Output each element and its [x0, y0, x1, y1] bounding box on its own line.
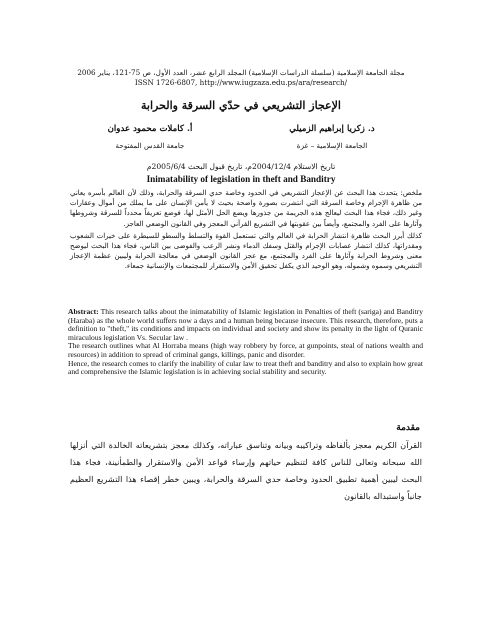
- abstract-arabic: [70, 188, 422, 274]
- abstract-english: [68, 308, 423, 377]
- abstract-arabic-paragraph-1: ملخص: يتحدث هذا البحث عن الإعجاز التشريعي في الحدود وخاصة حدي السرقة والحرابة، وذلك لأن العالم بأسره يعاني من ظاهرة الإجرام وخاصة السرقة التي انتشرت بصورة واضحة بحيث لا يأمن الإنسان على ما يملك من أموال وعقارات وغير ذلك، فجاء هذا البحث ليعالج هذه الجريمة من جذورها ويضع الحل الأمثل لها، فوضع تعريفاً محدداً للسرقة وشروطها وآثارها على الفرد والمجتمع، وأيضاً بين عقوبتها في التشريع القرآني المعجز وفي القانون الوضعي العاجز.: [70, 189, 422, 228]
- paper-title-english: Inimatability of legislation in theft and Banditry: [146, 174, 336, 184]
- journal-citation-arabic: مجلة الجامعة الإسلامية (سلسلة الدراسات الإسلامية) المجلد الرابع عشر، العدد الأول، ص 75-121، يناير 2006: [77, 68, 405, 77]
- journal-citation-issn: ISSN 1726-6807, http://www.iugzaza.edu.ps/ara/research/: [134, 78, 348, 87]
- paper-title-arabic: الإعجاز التشريعي في حدّي السرقة والحرابة: [141, 99, 341, 112]
- authors-block: [60, 124, 422, 164]
- author-1-affiliation: الجامعة الإسلامية – غزة: [296, 141, 368, 150]
- abstract-english-paragraph-1: [68, 308, 423, 342]
- author-1-name: د. زكريا إبراهيم الزميلي: [289, 124, 375, 134]
- author-2-name: أ. كاملات محمود عدوان: [107, 124, 193, 134]
- author-1: [242, 124, 422, 150]
- abstract-arabic-paragraph-2: كذلك أبرز البحث ظاهرة انتشار الحرابة في العالم والتي تستعمل القوة والتسلط والسطو للسيطرة على خيرات الشعوب ومقدراتها، كذلك انتشار عصابات الإجرام والقتل وسفك الدماء ونشر الرعب والفوضى بين الناس، فجاء هذا البحث ليوضح معنى وشروط الحرابة وآثارها على الفرد والمجتمع، مع عجز القانون الوضعي في معالجة الحرابة وليبين عظمة الإعجاز التشريعي وسموه وشموله، وهو الوحيد الذي يكفل تحقيق الأمن والاستقرار للمجتمعات والإنسانية جمعاء.: [70, 231, 422, 271]
- abstract-english-text-1: This research talks about the inimatability of Islamic legislation in Penalties of theft (sariga) and Banditry (Haraba) as the whole world suffers now a days and a human being because insecure. This research, therefore, puts a definition to "theft," its conditions and impacts on individual and society and show its penalty in the light of Quranic miraculous legislation Vs. Secular law .: [68, 307, 423, 342]
- abstract-english-paragraph-3: Hence, the research comes to clarify the inability of cular law to treat theft and banditry and also to explain how great and comprehensive the Islamic legislation is in achieving social stability and security.: [68, 358, 423, 377]
- abstract-label: Abstract:: [68, 307, 99, 316]
- introduction-heading: مقدمة: [396, 423, 420, 433]
- author-2: [60, 124, 240, 150]
- introduction-text: القرآن الكريم معجز بألفاظه وتراكيبه وبيانه وتناسق عباراته، وكذلك معجز بتشريعاته الخالدة التي أنزلها الله سبحانه وتعالى للناس كافة لتنظيم حياتهم وإرساء قواعد الأمن والاستقرار والطمأنينة، فجاء هذا البحث ليبين أهمية تطبيق الحدود وخاصة حدي السرقة والحرابة، ويبين خطر إقصاء هذا التشريع العظيم جانباً واستبداله بالقانون: [70, 440, 422, 501]
- abstract-english-paragraph-2: The research outlines what Al Horraba means (high way robbery by force, at gunpoints, steal of nations wealth and resources) in addition to spread of criminal gangs, killings, panic and disorder.: [68, 341, 423, 359]
- submission-dates: تاريخ الاستلام 2004/12/4م، تاريخ قبول البحث 2005/6/4م: [146, 162, 336, 171]
- author-2-affiliation: جامعة القدس المفتوحة: [115, 141, 185, 150]
